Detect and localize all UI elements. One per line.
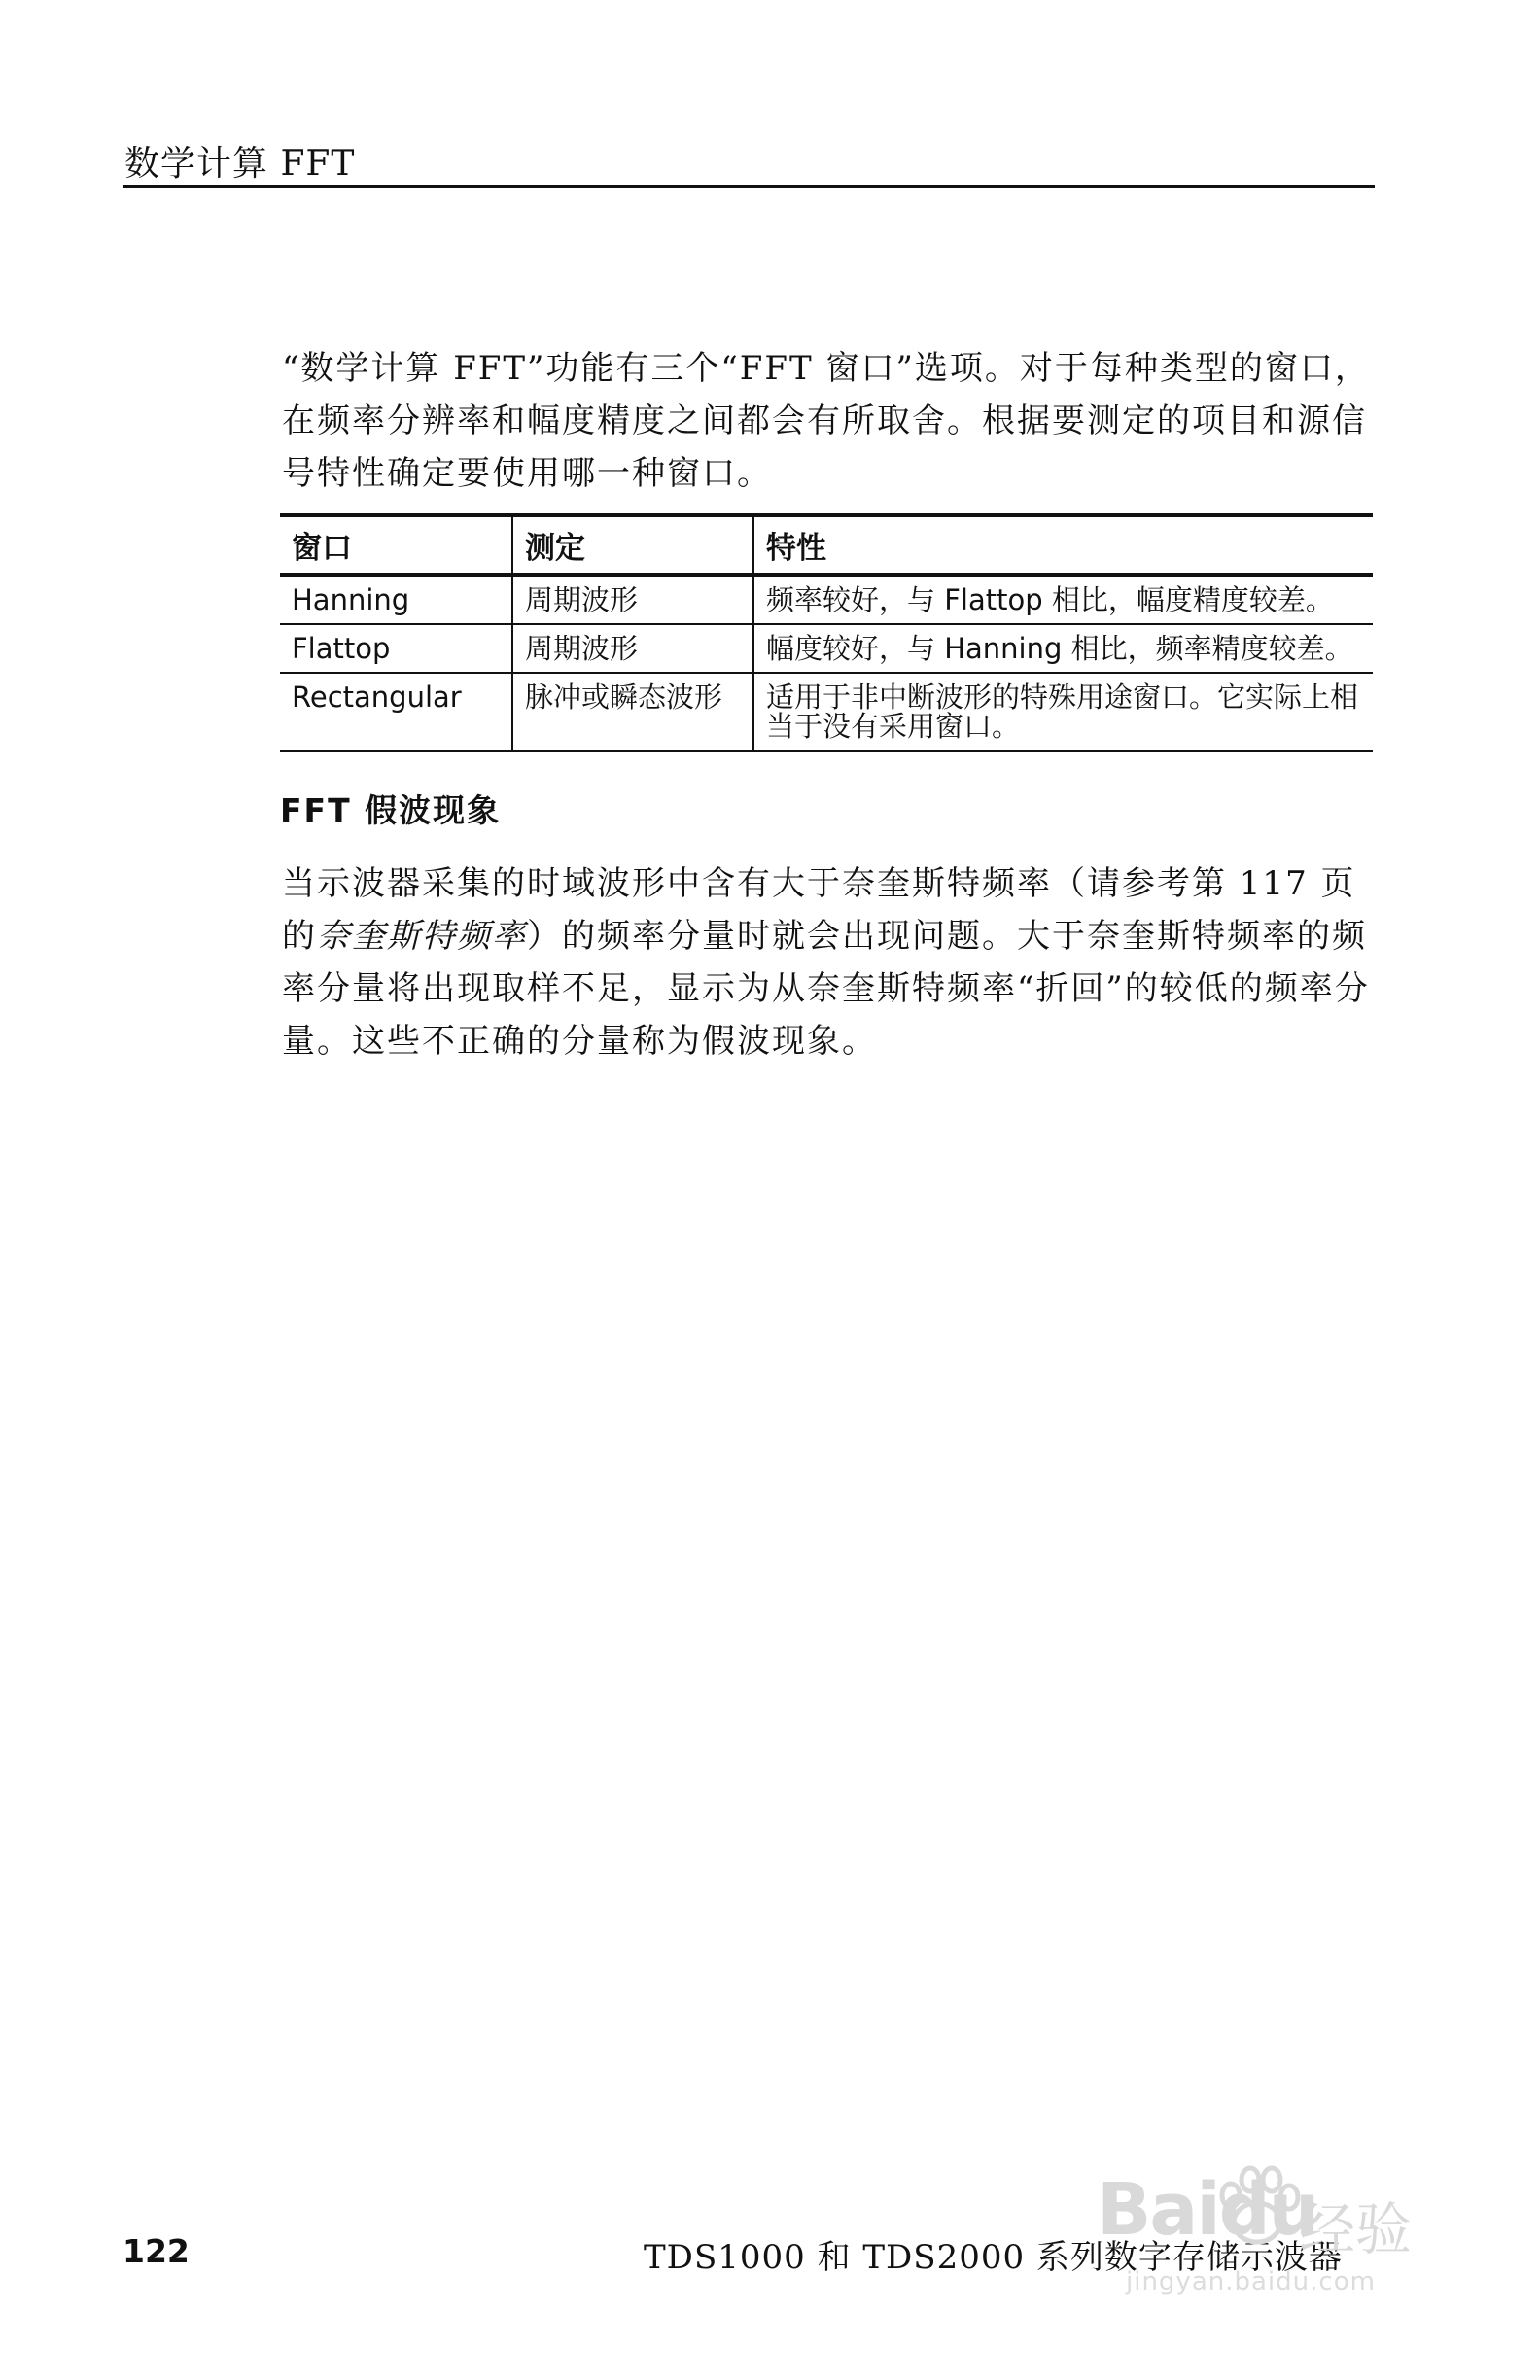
table-row (280, 624, 1373, 673)
watermark-url: jingyan.baidu.com (1126, 2267, 1376, 2296)
cell-window: Hanning (280, 575, 512, 624)
cell-window: Rectangular (280, 673, 512, 752)
table-row (280, 575, 1373, 624)
table-row (280, 673, 1373, 752)
aliasing-text-end: ）的频率分量时就会出现问题。大于奈奎斯特频率的频率分量将出现取样不足，显示为从奈奎斯特频率“折回”的较低的频率分量。这些不正确的分量称为假波现象。 (282, 917, 1370, 1061)
cell-measurement: 脉冲或瞬态波形 (512, 673, 753, 752)
aliasing-heading: FFT 假波现象 (280, 791, 502, 829)
cell-characteristics: 频率较好，与 Flattop 相比，幅度精度较差。 (753, 575, 1373, 624)
page-number: 122 (122, 2232, 190, 2270)
fft-window-table (280, 513, 1373, 752)
page-header-title: 数学计算 FFT (124, 144, 356, 184)
footer-title: TDS1000 和 TDS2000 系列数字存储示波器 (644, 2238, 1343, 2277)
table-header-row (280, 515, 1373, 575)
watermark-suffix: 经验 (1299, 2196, 1413, 2262)
intro-paragraph: “数学计算 FFT”功能有三个“FFT 窗口”选项。对于每种类型的窗口，在频率分辨率和幅度精度之间都会有所取舍。根据要测定的项目和源信号特性确定要使用哪一种窗口。 (282, 349, 1370, 493)
header-window: 窗口 (280, 515, 512, 575)
aliasing-text-start: 当示波器采集的时域波形中含有大于奈奎斯特频率（请参考第 117 页的 (282, 864, 1356, 956)
aliasing-paragraph (282, 858, 1375, 1068)
cell-window: Flattop (280, 624, 512, 673)
paw-icon (1204, 2154, 1311, 2261)
header-rule (122, 185, 1375, 188)
watermark-brand: Baidu (1097, 2168, 1318, 2252)
baidu-watermark (1087, 2135, 1437, 2329)
cell-measurement: 周期波形 (512, 624, 753, 673)
nyquist-reference: 奈奎斯特频率 (317, 917, 527, 956)
header-measurement: 测定 (512, 515, 753, 575)
cell-measurement: 周期波形 (512, 575, 753, 624)
cell-characteristics: 适用于非中断波形的特殊用途窗口。它实际上相当于没有采用窗口。 (753, 673, 1373, 752)
cell-characteristics: 幅度较好，与 Hanning 相比，频率精度较差。 (753, 624, 1373, 673)
header-characteristics: 特性 (753, 515, 1373, 575)
